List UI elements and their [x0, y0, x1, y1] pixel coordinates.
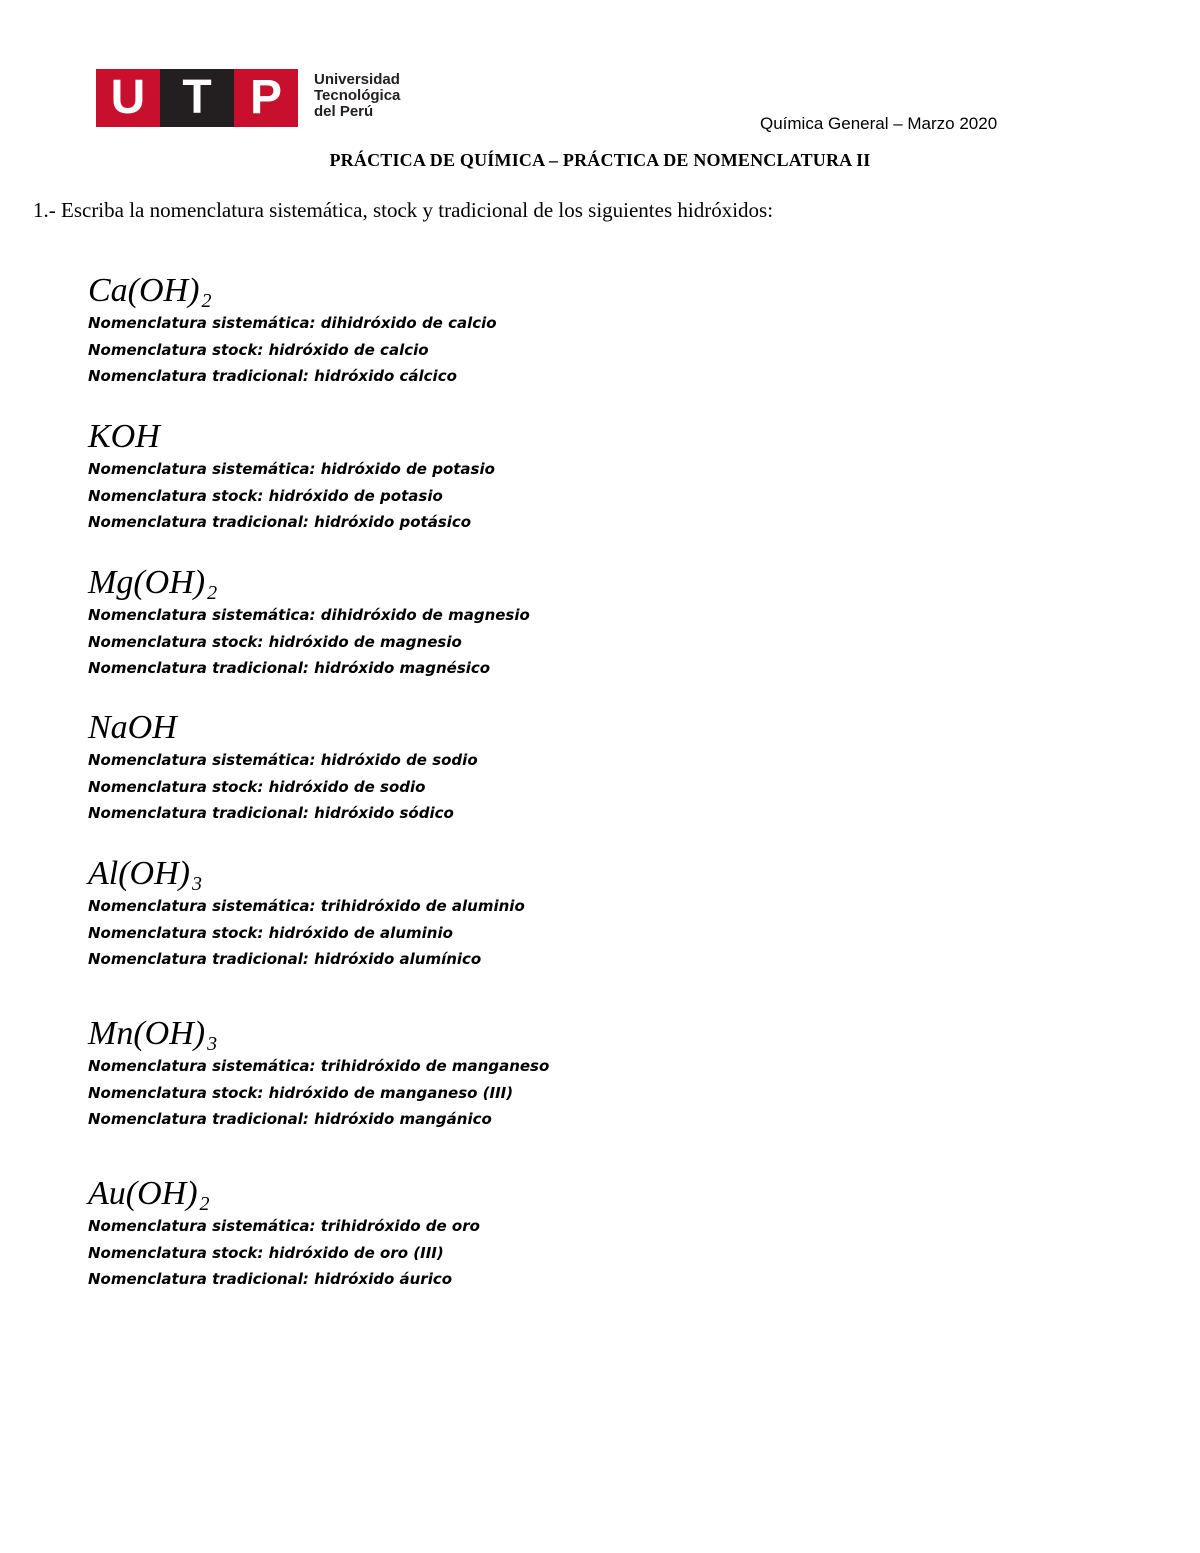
nomenclature-stock: Nomenclatura stock: hidróxido de magnesio	[88, 632, 462, 651]
nomenclature-stock: Nomenclatura stock: hidróxido de oro (III)	[88, 1243, 444, 1262]
nomenclature-stock: Nomenclatura stock: hidróxido de aluminio	[88, 923, 453, 942]
nomenclature-systematic: Nomenclatura sistemática: hidróxido de sodio	[88, 751, 478, 769]
compound-formula	[88, 1175, 480, 1213]
formula-base: Mg(OH)	[88, 564, 206, 601]
compound-formula	[88, 855, 525, 893]
nomenclature-systematic: Nomenclatura sistemática: trihidróxido de manganeso	[88, 1057, 550, 1075]
compound-formula	[88, 564, 530, 602]
page-title: PRÁCTICA DE QUÍMICA – PRÁCTICA DE NOMENCLATURA II	[329, 150, 871, 170]
utp-logo-mark	[96, 69, 298, 127]
logo-text-line: Universidad	[314, 71, 400, 88]
nomenclature-systematic: Nomenclatura sistemática: trihidróxido de oro	[88, 1217, 480, 1235]
nomenclature-stock: Nomenclatura stock: hidróxido de potasio	[88, 486, 443, 505]
compound-block	[88, 418, 495, 536]
formula-base: KOH	[88, 418, 160, 455]
compound-block	[88, 272, 497, 390]
logo-letter-p: P	[234, 69, 298, 127]
nomenclature-systematic: Nomenclatura sistemática: hidróxido de potasio	[88, 460, 495, 478]
nomenclature-traditional: Nomenclatura tradicional: hidróxido magnésico	[88, 659, 491, 677]
logo-text-line: del Perú	[314, 103, 374, 120]
nomenclature-traditional: Nomenclatura tradicional: hidróxido potásico	[88, 513, 472, 531]
nomenclature-traditional: Nomenclatura tradicional: hidróxido áurico	[88, 1270, 453, 1288]
compound-block	[88, 855, 525, 973]
formula-base: NaOH	[88, 709, 177, 746]
logo-letter-u: U	[96, 69, 160, 127]
compound-block	[88, 1175, 480, 1293]
formula-base: Au(OH)	[88, 1175, 198, 1212]
nomenclature-traditional: Nomenclatura tradicional: hidróxido mangánico	[88, 1110, 492, 1128]
course-date-line: Química General – Marzo 2020	[760, 114, 998, 133]
nomenclature-stock: Nomenclatura stock: hidróxido de manganeso (III)	[88, 1083, 514, 1102]
nomenclature-stock: Nomenclatura stock: hidróxido de calcio	[88, 340, 429, 359]
compound-block	[88, 1015, 549, 1133]
compound-formula	[88, 418, 495, 456]
formula-subscript: 2	[201, 290, 212, 312]
logo-letter-t: T	[160, 69, 234, 127]
logo-text-line: Tecnológica	[314, 87, 401, 104]
logo-wordmark	[314, 72, 400, 120]
formula-subscript: 3	[191, 873, 202, 895]
nomenclature-systematic: Nomenclatura sistemática: trihidróxido de aluminio	[88, 897, 525, 915]
nomenclature-systematic: Nomenclatura sistemática: dihidróxido de calcio	[88, 314, 497, 332]
compound-formula	[88, 1015, 549, 1053]
formula-subscript: 2	[199, 1193, 210, 1215]
utp-logo	[96, 68, 400, 128]
formula-subscript: 2	[207, 582, 218, 604]
formula-base: Ca(OH)	[88, 272, 200, 309]
formula-base: Mn(OH)	[88, 1015, 206, 1052]
compound-formula	[88, 709, 478, 747]
nomenclature-traditional: Nomenclatura tradicional: hidróxido cálcico	[88, 367, 457, 385]
nomenclature-traditional: Nomenclatura tradicional: hidróxido alumínico	[88, 950, 482, 968]
formula-base: Al(OH)	[88, 855, 190, 892]
formula-subscript: 3	[207, 1033, 218, 1055]
nomenclature-traditional: Nomenclatura tradicional: hidróxido sódico	[88, 804, 454, 822]
compound-block	[88, 709, 478, 827]
nomenclature-systematic: Nomenclatura sistemática: dihidróxido de magnesio	[88, 606, 530, 624]
nomenclature-stock: Nomenclatura stock: hidróxido de sodio	[88, 777, 426, 796]
compound-formula	[88, 272, 497, 310]
question-prompt: 1.- Escriba la nomenclatura sistemática, stock y tradicional de los siguientes hidróxidos:	[33, 198, 774, 222]
compound-block	[88, 564, 530, 682]
